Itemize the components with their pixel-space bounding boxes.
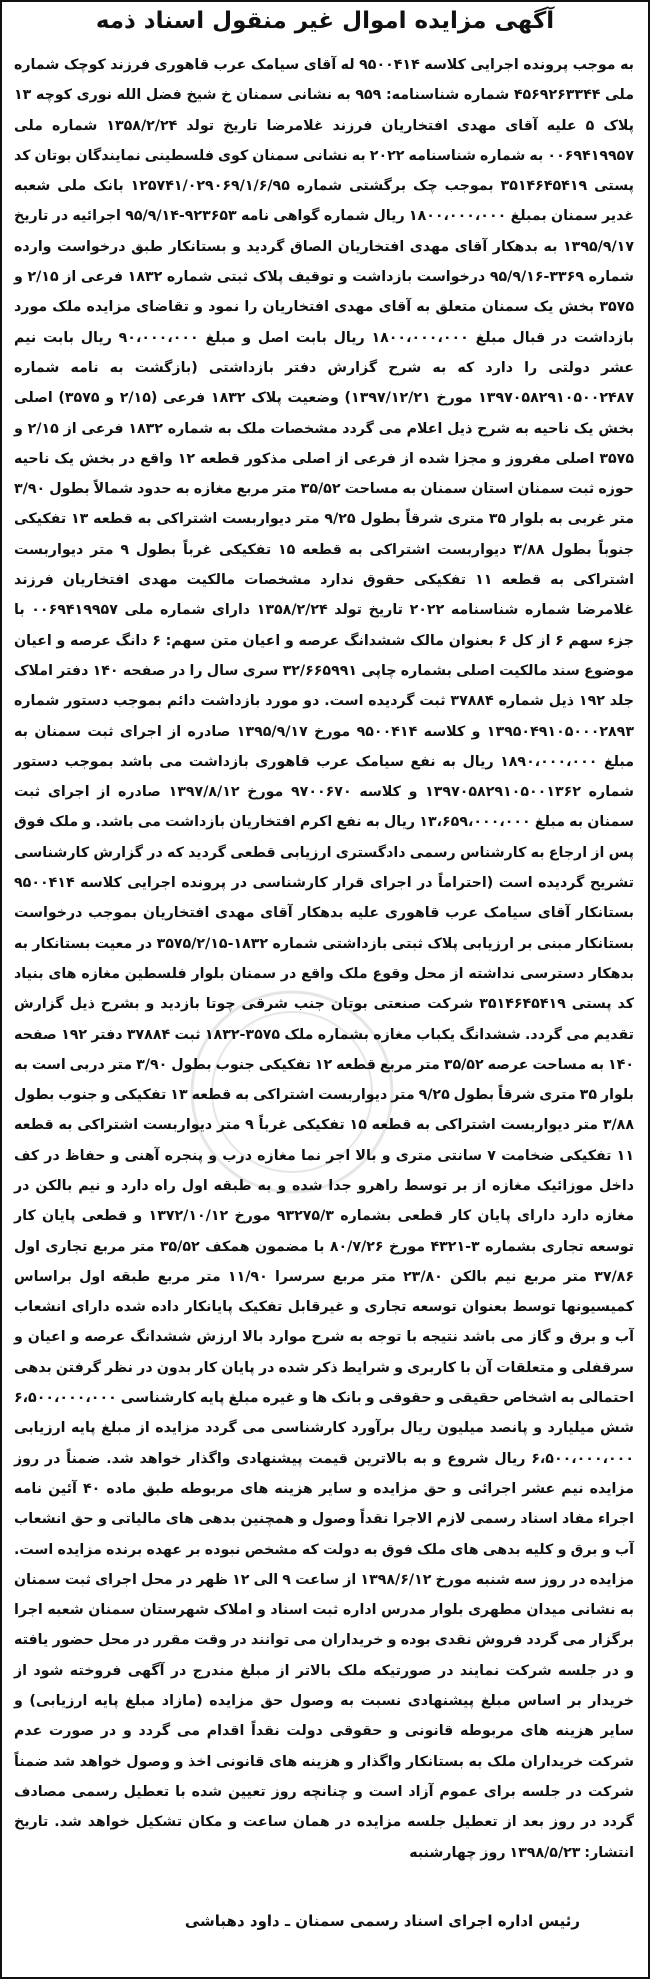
notice-body: به موجب پرونده اجرایی کلاسه ۹۵۰۰۴۱۴ له آقای سیامک عرب قاهوری فرزند کوچک شماره ملی ۴۵۶۹۲۶۳۳۴۴ شماره شناسنامه: ۹۵۹ به نشانی سمنان خ شیخ فضل الله نوری کوچه ۱۳ پلاک ۵ علیه آقای مهدی افتخاریان فرزند غلامرضا تاریخ تولد ۱۳۵۸/۲/۲۴ شماره ملی ۰۰۶۹۴۱۹۹۵۷ به شماره شناسنامه ۲۰۲۲ به نشانی سمنان کوی فلسطینی نمایندگان بوتان کد پستی ۳۵۱۴۶۴۵۴۱۹ بموجب چک برگشتی شماره ۱۲۵۷۴۱/۰۲۹۰۶۹/۱/۶/۹۵ بانک ملی شعبه غدیر سمنان بمبلغ ۱۸۰۰،۰۰۰،۰۰۰ ریال شماره گواهی نامه ۹۲۳۶۵۳-۹۵/۹/۱۴ اجرائیه در تاریخ ۱۳۹۵/۹/۱۷ به بدهکار آقای مهدی افتخاریان الصاق گردید و بستانکار طبق درخواست وارده شماره ۳۳۶۹-۹۵/۹/۱۶ درخواست بازداشت و توقیف پلاک ثبتی شماره ۱۸۳۲ فرعی از ۲/۱۵ و ۳۵۷۵ بخش یک سمنان متعلق به آقای مهدی افتخاریان را نمود و تقاضای مزایده ملک مورد بازداشت در قبال مبلغ ۱۸۰۰،۰۰۰،۰۰۰ ریال بابت اصل و مبلغ ۹۰،۰۰۰،۰۰۰ ریال بابت نیم عشر دولتی را دارد که به شرح گزارش دفتر بازداشتی (بازگشت به نامه شماره ۱۳۹۷۰۵۸۲۹۱۰۵۰۰۲۴۸۷ مورخ ۱۳۹۷/۱۲/۲۱) وضعیت پلاک ۱۸۳۲ فرعی (۲/۱۵ و ۳۵۷۵) اصلی بخش یک ناحیه به شرح ذیل اعلام می گردد مشخصات ملک به شماره ۱۸۳۲ فرعی از ۲/۱۵ و ۳۵۷۵ اصلی مفروز و مجزا شده از فرعی از اصلی مذکور قطعه ۱۲ واقع در بخش یک ناحیه حوزه ثبت سمنان استان سمنان به مساحت ۳۵/۵۲ متر مربع مغازه به حدود شمالاً بطول ۳/۹۰ متر غربی به بلوار ۳۵ متری شرقاً بطول ۹/۲۵ متر دیواربست اشتراکی به قطعه ۱۳ تفکیکی جنوباً بطول ۳/۸۸ دیواربست اشتراکی به قطعه ۱۵ تفکیکی غرباً بطول ۹ متر دیواربست اشتراکی به قطعه ۱۱ تفکیکی حقوق ندارد مشخصات مالکیت مهدی افتخاریان فرزند غلامرضا شماره شناسنامه ۲۰۲۲ تاریخ تولد ۱۳۵۸/۲/۲۴ دارای شماره ملی ۰۰۶۹۴۱۹۹۵۷ با جزء سهم ۶ از کل ۶ بعنوان مالک ششدانگ عرصه و اعیان متن سهم: ۶ دانگ عرصه و اعیان موضوع سند مالکیت اصلی بشماره چاپی ۳۲/۶۶۵۹۹۱ سری سال را در صفحه ۱۴۰ دفتر املاک جلد ۱۹۲ ذیل شماره ۳۷۸۸۴ ثبت گردیده است. دو مورد بازداشت دائم بموجب دستور شماره ۱۳۹۵۰۴۹۱۰۵۰۰۰۲۸۹۳ و کلاسه ۹۵۰۰۴۱۴ مورخ ۱۳۹۵/۹/۱۷ صادره از اجرای ثبت سمنان به مبلغ ۱۸۹۰،۰۰۰،۰۰۰ ریال به نفع سیامک عرب قاهوری بازداشت می باشد بموجب دستور شماره ۱۳۹۷۰۵۸۲۹۱۰۵۰۰۱۳۶۲ و کلاسه ۹۷۰۰۶۷۰ مورخ ۱۳۹۷/۸/۱۲ صادره از اجرای ثبت سمنان به مبلغ ۱۳،۶۵۹،۰۰۰،۰۰۰ ریال به نفع اکرم افتخاریان بازداشت می باشد. و ملک فوق پس از ارجاع به کارشناس رسمی دادگستری ارزیابی قطعی گردید که در گزارش کارشناسی تشریح گردیده است (احتراماً در اجرای قرار کارشناسی در پرونده اجرایی کلاسه ۹۵۰۰۴۱۴ بستانکار آقای سیامک عرب قاهوری علیه بدهکار آقای مهدی افتخاریان بموجب درخواست بستانکار مبنی بر ارزیابی پلاک ثبتی بازداشتی شماره ۱۸۳۲-۳۵۷۵/۲/۱۵ در معیت بستانکار به بدهکار دسترسی نداشته از محل وقوع ملک واقع در سمنان بلوار فلسطین مغازه های بنیاد کد پستی ۳۵۱۴۶۴۵۴۱۹ شرکت صنعتی بوتان جنب شرقی چوتا بازدید و بشرح ذیل گزارش تقدیم می گردد. ششدانگ یکباب مغازه بشماره ملک ۳۵۷۵-۱۸۳۲ ثبت ۳۷۸۸۴ دفتر ۱۹۲ صفحه ۱۴۰ به مساحت عرصه ۳۵/۵۲ متر مربع قطعه ۱۲ تفکیکی جنوب بطول ۳/۹۰ متر دربی است به بلوار ۳۵ متری شرقاً بطول ۹/۲۵ متر دیواربست اشتراکی به قطعه ۱۳ تفکیکی و جنوب بطول ۳/۸۸ متر دیواربست اشتراکی به قطعه ۱۵ تفکیکی غرباً ۹ متر دیواربست اشتراکی به قطعه ۱۱ تفکیکی ضخامت ۷ سانتی متری و بالا اجر نما مغازه درب و پنجره آهنی و حفاظ در کف داخل موزائیک مغازه از بر توسط راهرو جدا شده و به طبقه اول راه دارد و نیم بالکن در مغازه دارد دارای پایان کار قطعی بشماره ۹۳۲۷۵/۳ مورخ ۱۳۷۲/۱۰/۱۲ و قطعی پایان کار توسعه تجاری بشماره ۳-۴۳۲۱ مورخ ۸۰/۷/۲۶ با مضمون همکف ۳۵/۵۲ متر مربع تجاری اول ۳۷/۸۶ متر مربع نیم بالکن ۲۳/۸۰ متر مربع سرسرا ۱۱/۹۰ متر مربع طبقه اول براساس کمیسیونها توسط بعنوان توسعه تجاری و غیرقابل تفکیک پایانکار داده شده دارای انشعاب آب و برق و گاز می باشد نتیجه با توجه به شرح موارد بالا ارزش ششدانگ عرصه و اعیان و سرقفلی و متعلقات آن با کاربری و شرایط ذکر شده در پایان کار بدون در نظر گرفتن بدهی احتمالی به اشخاص حقیقی و حقوقی و بانک ها و غیره مبلغ پایه کارشناسی ۶،۵۰۰،۰۰۰،۰۰۰ شش میلیارد و پانصد میلیون ریال برآورد کارشناسی می گردد مزایده از مبلغ پایه ارزیابی ۶،۵۰۰،۰۰۰،۰۰۰ ریال شروع و به بالاترین قیمت پیشنهادی واگذار خواهد شد. ضمناً در روز مزایده نیم عشر اجرائی و حق مزایده و سایر هزینه های مربوطه طبق ماده ۴۰ آئین نامه اجراء مفاد اسناد رسمی لازم الاجرا نقداً وصول و همچنین بدهی های مالیاتی و حق انشعاب آب و برق و کلیه بدهی های ملک فوق به دولت که مشخص نبوده بر عهده برنده مزایده است. مزایده در روز سه شنبه مورخ ۱۳۹۸/۶/۱۲ از ساعت ۹ الی ۱۲ ظهر در محل اجرای ثبت سمنان به نشانی میدان مطهری بلوار مدرس اداره ثبت اسناد و املاک شهرستان سمنان شعبه اجرا برگزار می گردد فروش نقدی بوده و خریداران می توانند در وقت مقرر در محل حضور یافته و در جلسه شرکت نمایند در صورتیکه ملک بالاتر از مبلغ مندرج در آگهی فروخته شود از خریدار بر اساس مبلغ پیشنهادی نسبت به وصول حق مزایده (مازاد مبلغ پایه ارزیابی) و سایر هزینه های مربوطه قانونی و حقوقی دولت نقداً اقدام می گردد و در صورت عدم شرکت خریداران ملک به بستانکار واگذار و هزینه های قانونی اخذ و وصول خواهد شد ضمناً شرکت در جلسه برای عموم آزاد است و چنانچه روز تعیین شده با تعطیل رسمی مصادف گردد در روز بعد از تعطیل جلسه مزایده در همان ساعت و مکان تشکیل خواهد شد. تاریخ انتشار: ۱۳۹۸/۵/۲۳ روز چهارشنبه [14, 57, 635, 1861]
notice-title: آگهی مزایده اموال غیر منقول اسناد ذمه [95, 8, 555, 34]
signature-line: رئیس اداره اجرای اسناد رسمی سمنان ـ داود دهباشی [184, 1912, 580, 1930]
